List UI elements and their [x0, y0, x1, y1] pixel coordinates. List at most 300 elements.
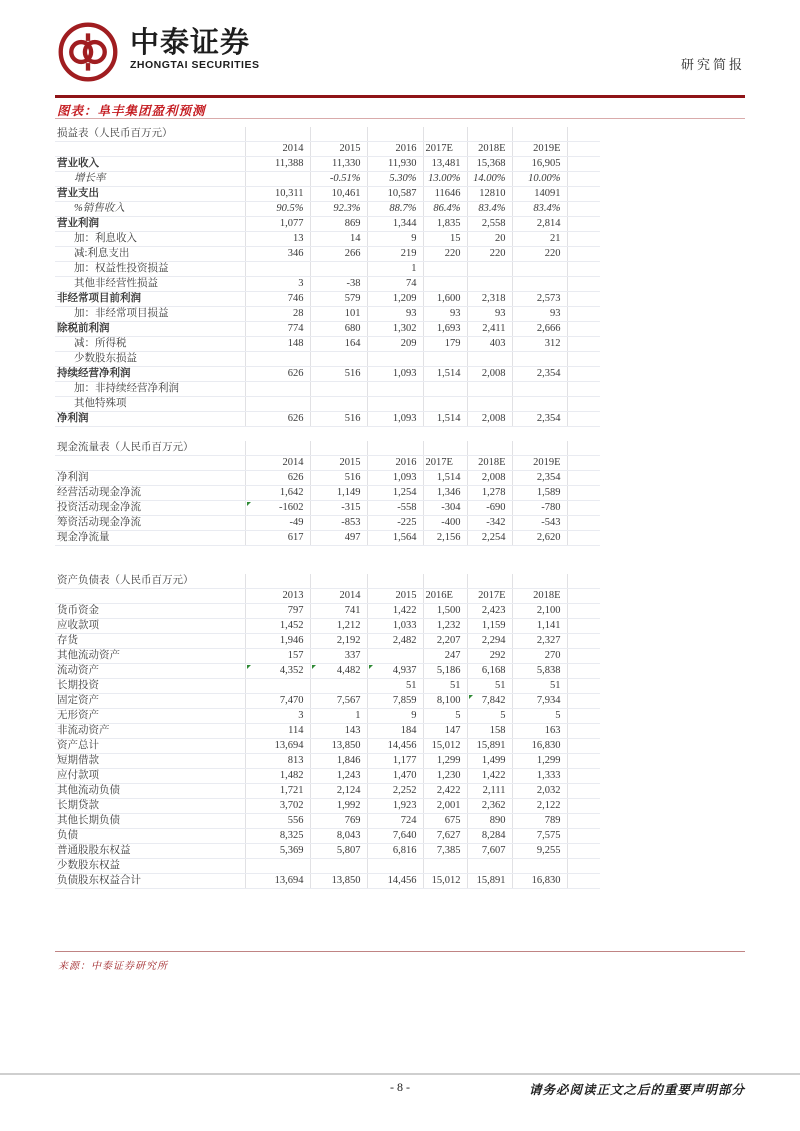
- value-cell: [245, 397, 310, 412]
- value-cell: 1,589: [512, 486, 567, 501]
- brand-name-en: ZHONGTAI SECURITIES: [130, 59, 260, 71]
- value-cell: [467, 397, 512, 412]
- value-cell: [423, 397, 467, 412]
- value-cell: 626: [245, 412, 310, 427]
- value-cell: [367, 649, 423, 664]
- value-cell: 1,422: [467, 769, 512, 784]
- row-label: 流动资产: [55, 664, 245, 679]
- value-cell: 1,344: [367, 217, 423, 232]
- value-cell: 83.4%: [512, 202, 567, 217]
- value-cell: 5,807: [310, 844, 367, 859]
- value-cell: 92.3%: [310, 202, 367, 217]
- table-row: [55, 769, 600, 784]
- error-marker-icon: [312, 665, 316, 669]
- empty-cell: [245, 127, 310, 142]
- value-cell: 741: [310, 604, 367, 619]
- empty-cell: [567, 352, 600, 367]
- empty-cell: [310, 574, 367, 589]
- value-cell: 2,666: [512, 322, 567, 337]
- value-cell: -543: [512, 516, 567, 531]
- value-cell: 6,168: [467, 664, 512, 679]
- source-divider: [55, 951, 745, 952]
- table-row: [55, 247, 600, 262]
- value-cell: 101: [310, 307, 367, 322]
- table-row: [55, 664, 600, 679]
- empty-cell: [567, 232, 600, 247]
- value-cell: 1: [367, 262, 423, 277]
- table-row: [55, 679, 600, 694]
- value-cell: [245, 172, 310, 187]
- empty-cell: [367, 127, 423, 142]
- empty-cell: [467, 441, 512, 456]
- value-cell: 2,124: [310, 784, 367, 799]
- error-marker-icon: [247, 665, 251, 669]
- value-cell: [467, 277, 512, 292]
- value-cell: 2,327: [512, 634, 567, 649]
- row-label: 其他流动资产: [55, 649, 245, 664]
- value-cell: 1,835: [423, 217, 467, 232]
- table-row: [55, 694, 600, 709]
- year-header: 2017E: [423, 142, 467, 157]
- value-cell: 1,093: [367, 367, 423, 382]
- value-cell: 12810: [467, 187, 512, 202]
- row-label: 其他长期负债: [55, 814, 245, 829]
- row-label: 应付款项: [55, 769, 245, 784]
- value-cell: 1,254: [367, 486, 423, 501]
- value-cell: -558: [367, 501, 423, 516]
- value-cell: 16,830: [512, 739, 567, 754]
- value-cell: [310, 382, 367, 397]
- value-cell: -38: [310, 277, 367, 292]
- value-cell: 74: [367, 277, 423, 292]
- value-cell: [245, 352, 310, 367]
- empty-cell: [567, 769, 600, 784]
- value-cell: 1,422: [367, 604, 423, 619]
- row-label: 增长率: [55, 172, 245, 187]
- value-cell: 1: [310, 709, 367, 724]
- row-label: 持续经营净利润: [55, 367, 245, 382]
- value-cell: 10,461: [310, 187, 367, 202]
- year-header: 2013: [245, 589, 310, 604]
- value-cell: [467, 859, 512, 874]
- row-label: 资产总计: [55, 739, 245, 754]
- value-cell: 1,302: [367, 322, 423, 337]
- value-cell: 163: [512, 724, 567, 739]
- value-cell: 93: [467, 307, 512, 322]
- value-cell: [367, 352, 423, 367]
- value-cell: [367, 397, 423, 412]
- value-cell: 164: [310, 337, 367, 352]
- table-row: [55, 874, 600, 889]
- row-label: 负债: [55, 829, 245, 844]
- value-cell: [512, 859, 567, 874]
- value-cell: 3,702: [245, 799, 310, 814]
- value-cell: [310, 859, 367, 874]
- value-cell: 147: [423, 724, 467, 739]
- empty-cell: [310, 127, 367, 142]
- row-label: 其他非经营性损益: [55, 277, 245, 292]
- value-cell: [245, 859, 310, 874]
- value-cell: 11,388: [245, 157, 310, 172]
- value-cell: [423, 352, 467, 367]
- table-row: [55, 799, 600, 814]
- footer-divider: [0, 1073, 800, 1075]
- value-cell: 2,156: [423, 531, 467, 546]
- value-cell: 497: [310, 531, 367, 546]
- year-header: 2016E: [423, 589, 467, 604]
- value-cell: 8,325: [245, 829, 310, 844]
- table-row: [55, 516, 600, 531]
- value-cell: 13,481: [423, 157, 467, 172]
- title-divider: [55, 118, 745, 119]
- empty-cell: [567, 382, 600, 397]
- value-cell: 247: [423, 649, 467, 664]
- row-label: 营业支出: [55, 187, 245, 202]
- value-cell: 179: [423, 337, 467, 352]
- value-cell: 2,008: [467, 471, 512, 486]
- empty-cell: [567, 859, 600, 874]
- table-row: [55, 337, 600, 352]
- row-label: 投资活动现金净流: [55, 501, 245, 516]
- value-cell: [310, 352, 367, 367]
- value-cell: 13,850: [310, 874, 367, 889]
- value-cell: 8,284: [467, 829, 512, 844]
- value-cell: 114: [245, 724, 310, 739]
- value-cell: 337: [310, 649, 367, 664]
- value-cell: -49: [245, 516, 310, 531]
- brand-block: [130, 27, 259, 72]
- empty-cell: [55, 589, 245, 604]
- value-cell: 13: [245, 232, 310, 247]
- value-cell: 15,891: [467, 874, 512, 889]
- value-cell: [512, 262, 567, 277]
- empty-cell: [567, 441, 600, 456]
- value-cell: 15,368: [467, 157, 512, 172]
- value-cell: [423, 382, 467, 397]
- year-header: 2017E: [423, 456, 467, 471]
- value-cell: 13.00%: [423, 172, 467, 187]
- table-title-row: [55, 441, 600, 456]
- empty-cell: [567, 307, 600, 322]
- empty-cell: [467, 574, 512, 589]
- empty-cell: [567, 262, 600, 277]
- empty-cell: [567, 292, 600, 307]
- empty-cell: [245, 574, 310, 589]
- empty-cell: [567, 664, 600, 679]
- empty-cell: [567, 516, 600, 531]
- error-marker-icon: [369, 665, 373, 669]
- empty-cell: [567, 247, 600, 262]
- row-label: 固定资产: [55, 694, 245, 709]
- value-cell: 143: [310, 724, 367, 739]
- value-cell: 5: [512, 709, 567, 724]
- value-cell: 209: [367, 337, 423, 352]
- page-number: - 8 -: [390, 1080, 410, 1094]
- value-cell: 8,043: [310, 829, 367, 844]
- value-cell: 626: [245, 367, 310, 382]
- empty-cell: [567, 874, 600, 889]
- row-label: 净利润: [55, 471, 245, 486]
- value-cell: 157: [245, 649, 310, 664]
- empty-cell: [55, 142, 245, 157]
- brand-name-cn: 中泰证券: [130, 27, 251, 59]
- value-cell: 158: [467, 724, 512, 739]
- empty-cell: [55, 456, 245, 471]
- year-header: 2015: [367, 589, 423, 604]
- value-cell: 10,587: [367, 187, 423, 202]
- value-cell: 2,411: [467, 322, 512, 337]
- row-label: 现金净流量: [55, 531, 245, 546]
- value-cell: 1,299: [512, 754, 567, 769]
- error-marker-icon: [247, 502, 251, 506]
- row-label: 加：权益性投资损益: [55, 262, 245, 277]
- value-cell: 13,694: [245, 874, 310, 889]
- empty-cell: [423, 441, 467, 456]
- value-cell: 11646: [423, 187, 467, 202]
- value-cell: 10,311: [245, 187, 310, 202]
- value-cell: [512, 382, 567, 397]
- year-header: 2017E: [467, 589, 512, 604]
- row-label: 其他特殊项: [55, 397, 245, 412]
- value-cell: 1,514: [423, 412, 467, 427]
- year-header: 2016: [367, 456, 423, 471]
- empty-cell: [567, 814, 600, 829]
- table-title: 现金流量表（人民币百万元）: [55, 441, 245, 456]
- year-header: 2018E: [467, 456, 512, 471]
- empty-cell: [423, 574, 467, 589]
- empty-cell: [567, 456, 600, 471]
- value-cell: 516: [310, 471, 367, 486]
- value-cell: 220: [467, 247, 512, 262]
- table-row: [55, 739, 600, 754]
- row-label: 无形资产: [55, 709, 245, 724]
- empty-cell: [567, 187, 600, 202]
- value-cell: 3: [245, 277, 310, 292]
- empty-cell: [567, 589, 600, 604]
- value-cell: 797: [245, 604, 310, 619]
- value-cell: 2,032: [512, 784, 567, 799]
- empty-cell: [567, 127, 600, 142]
- value-cell: 1,278: [467, 486, 512, 501]
- header-divider: [55, 95, 745, 98]
- value-cell: 746: [245, 292, 310, 307]
- value-cell: 1,452: [245, 619, 310, 634]
- value-cell: 219: [367, 247, 423, 262]
- value-cell: 220: [512, 247, 567, 262]
- row-label: 加：非经常项目损益: [55, 307, 245, 322]
- value-cell: 270: [512, 649, 567, 664]
- value-cell: 1,992: [310, 799, 367, 814]
- value-cell: 789: [512, 814, 567, 829]
- row-label: 营业利润: [55, 217, 245, 232]
- value-cell: 1,159: [467, 619, 512, 634]
- empty-cell: [567, 322, 600, 337]
- balance-sheet-table: [55, 574, 600, 889]
- value-cell: 1,470: [367, 769, 423, 784]
- value-cell: 869: [310, 217, 367, 232]
- row-label: 减：所得税: [55, 337, 245, 352]
- empty-cell: [567, 634, 600, 649]
- tables-area: [55, 127, 745, 889]
- value-cell: 3: [245, 709, 310, 724]
- table-row: [55, 412, 600, 427]
- value-cell: 51: [367, 679, 423, 694]
- value-cell: 220: [423, 247, 467, 262]
- table-row: [55, 262, 600, 277]
- value-cell: 1,500: [423, 604, 467, 619]
- empty-cell: [567, 619, 600, 634]
- value-cell: 2,354: [512, 412, 567, 427]
- value-cell: 2,001: [423, 799, 467, 814]
- value-cell: 7,385: [423, 844, 467, 859]
- table-row: [55, 382, 600, 397]
- value-cell: 1,093: [367, 412, 423, 427]
- value-cell: 51: [467, 679, 512, 694]
- value-cell: 14091: [512, 187, 567, 202]
- empty-cell: [567, 202, 600, 217]
- empty-cell: [567, 172, 600, 187]
- empty-cell: [567, 739, 600, 754]
- empty-cell: [367, 441, 423, 456]
- table-title-row: [55, 574, 600, 589]
- value-cell: [245, 679, 310, 694]
- value-cell: 7,627: [423, 829, 467, 844]
- row-label: 非经常项目前利润: [55, 292, 245, 307]
- value-cell: 14,456: [367, 739, 423, 754]
- value-cell: [310, 679, 367, 694]
- table-row: [55, 367, 600, 382]
- value-cell: 5,369: [245, 844, 310, 859]
- empty-cell: [367, 574, 423, 589]
- value-cell: 10.00%: [512, 172, 567, 187]
- value-cell: 1,212: [310, 619, 367, 634]
- empty-cell: [567, 604, 600, 619]
- report-type-label: 研究简报: [680, 57, 745, 72]
- value-cell: 28: [245, 307, 310, 322]
- value-cell: 556: [245, 814, 310, 829]
- year-header: 2015: [310, 456, 367, 471]
- value-cell: -342: [467, 516, 512, 531]
- empty-cell: [567, 709, 600, 724]
- value-cell: 680: [310, 322, 367, 337]
- value-cell: 93: [512, 307, 567, 322]
- table-row: [55, 724, 600, 739]
- empty-cell: [567, 829, 600, 844]
- empty-cell: [567, 277, 600, 292]
- row-label: 经营活动现金净流: [55, 486, 245, 501]
- value-cell: 1,141: [512, 619, 567, 634]
- value-cell: 93: [367, 307, 423, 322]
- year-header: 2018E: [467, 142, 512, 157]
- empty-cell: [567, 844, 600, 859]
- table-row: [55, 157, 600, 172]
- value-cell: -400: [423, 516, 467, 531]
- table-row: [55, 172, 600, 187]
- value-cell: 1,230: [423, 769, 467, 784]
- table-row: [55, 634, 600, 649]
- empty-cell: [245, 441, 310, 456]
- table-row: [55, 397, 600, 412]
- row-label: 其他流动负债: [55, 784, 245, 799]
- value-cell: 8,100: [423, 694, 467, 709]
- empty-cell: [567, 397, 600, 412]
- value-cell: 1,232: [423, 619, 467, 634]
- value-cell: 1,923: [367, 799, 423, 814]
- table-row: [55, 649, 600, 664]
- error-marker-icon: [469, 695, 473, 699]
- value-cell: 1,846: [310, 754, 367, 769]
- value-cell: 14: [310, 232, 367, 247]
- value-cell: 5.30%: [367, 172, 423, 187]
- table-row: [55, 307, 600, 322]
- value-cell: 2,254: [467, 531, 512, 546]
- row-label: 加：非持续经营净利润: [55, 382, 245, 397]
- value-cell: 4,352: [245, 664, 310, 679]
- value-cell: 724: [367, 814, 423, 829]
- value-cell: 2,008: [467, 412, 512, 427]
- value-cell: 2,422: [423, 784, 467, 799]
- value-cell: 7,575: [512, 829, 567, 844]
- empty-cell: [310, 441, 367, 456]
- table-row: [55, 709, 600, 724]
- value-cell: 90.5%: [245, 202, 310, 217]
- empty-cell: [567, 784, 600, 799]
- value-cell: 2,423: [467, 604, 512, 619]
- value-cell: 20: [467, 232, 512, 247]
- value-cell: 774: [245, 322, 310, 337]
- year-header: 2014: [245, 456, 310, 471]
- value-cell: 346: [245, 247, 310, 262]
- value-cell: 516: [310, 412, 367, 427]
- value-cell: -780: [512, 501, 567, 516]
- value-cell: 1,642: [245, 486, 310, 501]
- value-cell: 7,842: [467, 694, 512, 709]
- value-cell: 675: [423, 814, 467, 829]
- table-row: [55, 202, 600, 217]
- value-cell: 9,255: [512, 844, 567, 859]
- row-label: 少数股东权益: [55, 859, 245, 874]
- row-label: 短期借款: [55, 754, 245, 769]
- value-cell: 7,567: [310, 694, 367, 709]
- row-label: 负债股东权益合计: [55, 874, 245, 889]
- value-cell: 626: [245, 471, 310, 486]
- year-header: 2018E: [512, 589, 567, 604]
- table-row: [55, 829, 600, 844]
- value-cell: -315: [310, 501, 367, 516]
- empty-cell: [567, 157, 600, 172]
- chart-title: 图表：阜丰集团盈利预测: [57, 104, 206, 118]
- value-cell: -690: [467, 501, 512, 516]
- row-label: 少数股东损益: [55, 352, 245, 367]
- value-cell: 1,149: [310, 486, 367, 501]
- value-cell: 1,482: [245, 769, 310, 784]
- row-label: 除税前利润: [55, 322, 245, 337]
- row-label: 非流动资产: [55, 724, 245, 739]
- value-cell: 4,482: [310, 664, 367, 679]
- value-cell: 2,111: [467, 784, 512, 799]
- zhongtai-logo-icon: [57, 21, 119, 83]
- value-cell: [310, 397, 367, 412]
- table-row: [55, 844, 600, 859]
- value-cell: [423, 859, 467, 874]
- value-cell: 9: [367, 709, 423, 724]
- source-note: 来源：中泰证券研究所: [58, 961, 168, 972]
- value-cell: -0.51%: [310, 172, 367, 187]
- empty-cell: [567, 649, 600, 664]
- value-cell: 1,514: [423, 367, 467, 382]
- value-cell: 403: [467, 337, 512, 352]
- value-cell: 2,294: [467, 634, 512, 649]
